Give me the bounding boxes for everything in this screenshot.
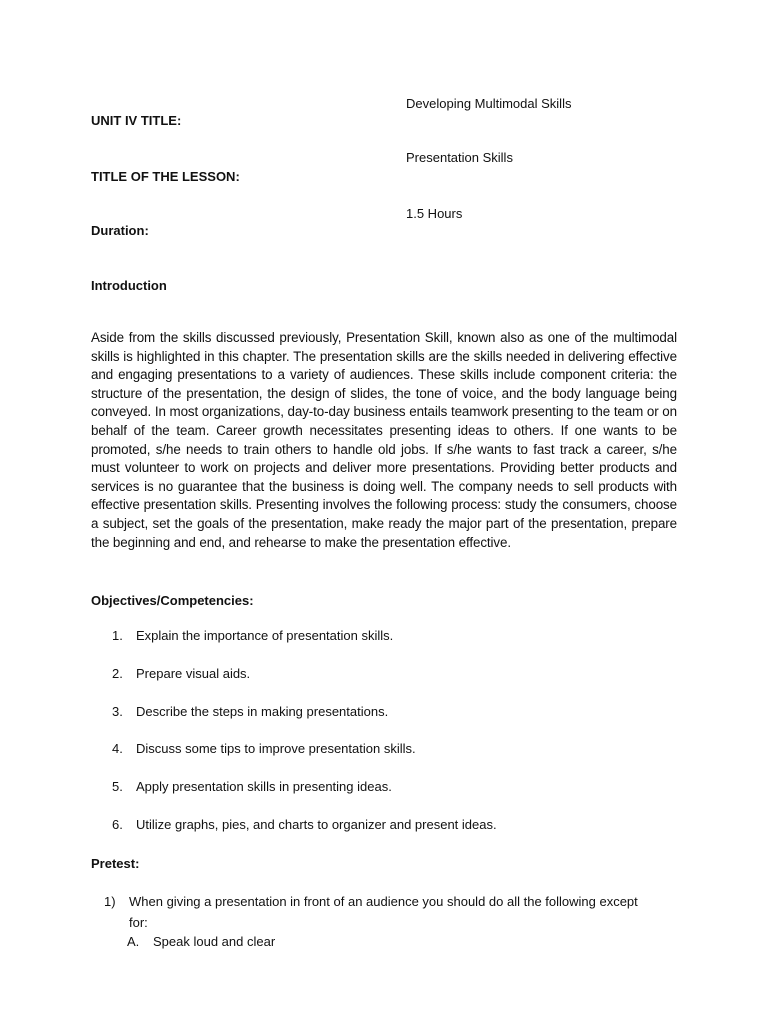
pretest-option-text: Speak loud and clear [153, 934, 276, 949]
objective-item [112, 817, 692, 855]
duration-value: 1.5 Hours [406, 206, 463, 221]
objective-number: 2. [112, 665, 123, 681]
objective-number: 1. [112, 628, 123, 643]
pretest-question-text: When giving a presentation in front of an audience you should do all the following except for: [129, 894, 638, 930]
pretest-option-letter: A. [127, 934, 140, 949]
pretest-option [127, 934, 275, 949]
introduction-heading: Introduction [91, 278, 167, 293]
unit-title-value: Developing Multimodal Skills [406, 96, 572, 111]
objective-text: Prepare visual aids. [136, 665, 251, 681]
pretest-question [104, 891, 664, 933]
objective-text: Apply presentation skills in presenting ideas. [136, 779, 392, 795]
objective-item [112, 628, 692, 666]
objective-item [112, 741, 692, 779]
objective-number: 3. [112, 703, 123, 719]
pretest-question-number: 1) [104, 894, 116, 909]
pretest-heading: Pretest: [91, 856, 140, 871]
objectives-heading: Objectives/Competencies: [91, 593, 254, 608]
objective-item [112, 779, 692, 817]
lesson-title-value: Presentation Skills [406, 150, 513, 165]
unit-title-label: UNIT IV TITLE: [91, 113, 182, 128]
objective-number: 4. [112, 741, 123, 757]
objective-text: Discuss some tips to improve presentation skills. [136, 741, 416, 757]
objective-number: 5. [112, 779, 123, 795]
objective-text: Utilize graphs, pies, and charts to organizer and present ideas. [136, 816, 497, 832]
introduction-paragraph: Aside from the skills discussed previously, Presentation Skill, known also as one of the multimodal skills is highlighted in this chapter. The presentation skills are the skills needed in delivering effective and engaging presentations to a variety of audiences. These skills include component criteria: the structure of the presentation, the design of slides, the tone of voice, and the body language being conveyed. In most organizations, day-to-day business entails teamwork presenting to the team or on behalf of the team. Career growth necessitates presenting ideas to others. If one wants to be promoted, s/he needs to train others to handle old jobs. If s/he wants to fast track a career, s/he must volunteer to work on projects and deliver more presentations. Providing better products and services is no guarantee that the business is doing well. The company needs to sell products with effective presentation skills. Presenting involves the following process: study the consumers, choose a subject, set the goals of the presentation, make ready the major part of the presentation, prepare the beginning and end, and rehearse to make the presentation effective. [91, 330, 677, 550]
objective-text: Describe the steps in making presentations. [136, 703, 389, 719]
lesson-title-label: TITLE OF THE LESSON: [91, 169, 240, 184]
objective-text: Explain the importance of presentation skills. [136, 628, 394, 643]
objectives-list [112, 628, 692, 855]
objective-item [112, 704, 692, 742]
objective-item [112, 666, 692, 704]
objective-number: 6. [112, 816, 123, 832]
duration-label: Duration: [91, 223, 149, 238]
